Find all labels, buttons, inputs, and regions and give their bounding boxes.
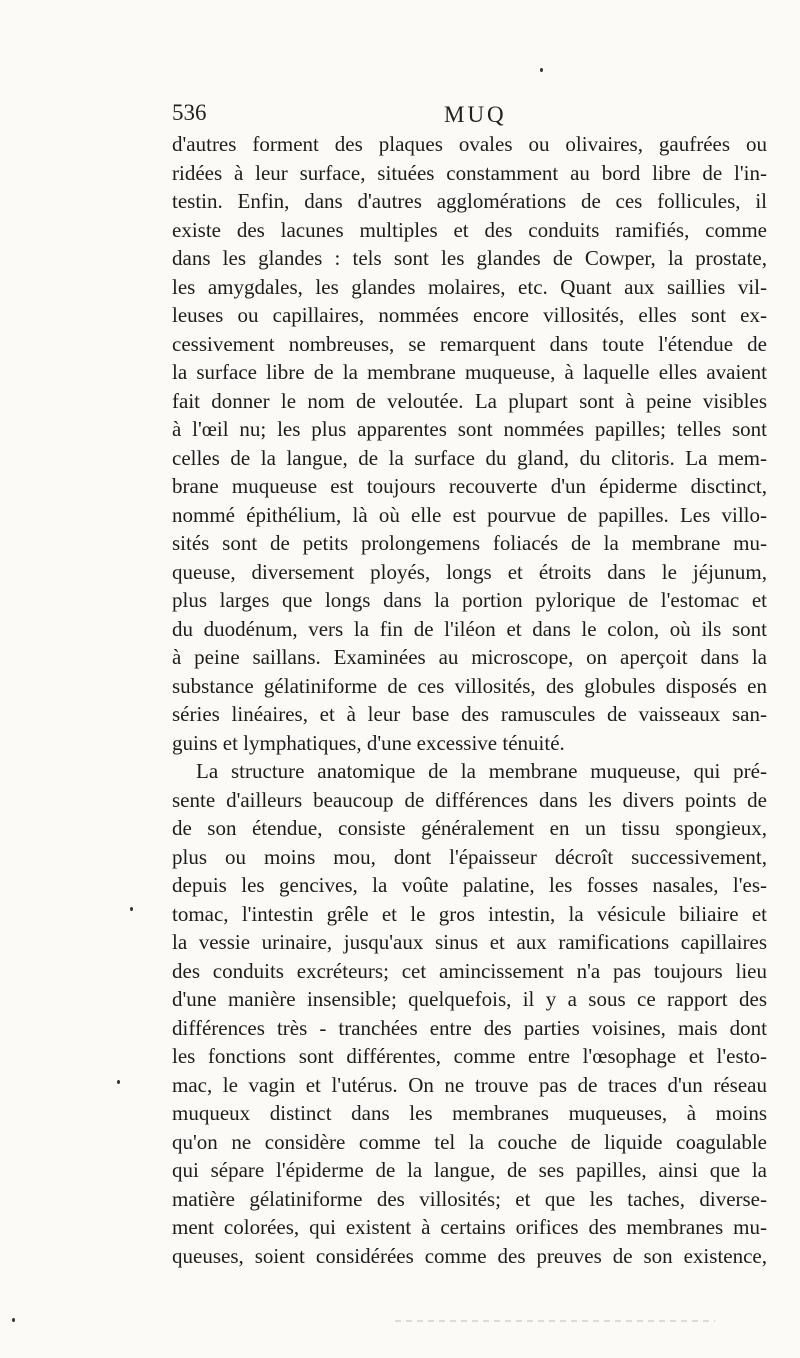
ink-speck [117, 1080, 120, 1084]
page-number: 536 [172, 100, 207, 125]
bleed-through-smudge [395, 1320, 715, 1322]
text-line: ment colorées, qui existent à certains orifices des membranes mu- [172, 1215, 767, 1239]
text-line: guins et lymphatiques, d'une excessive ténuité. [172, 730, 565, 755]
ink-speck [130, 907, 133, 911]
text-line: mac, le vagin et l'utérus. On ne trouve pas de traces d'un réseau [172, 1072, 767, 1097]
text-line: de son étendue, consiste généralement en un tissu spongieux, [172, 816, 767, 840]
text-line: La structure anatomique de la membrane muqueuse, qui pré- [196, 759, 767, 783]
text-line: cessivement nombreuses, se remarquent dans toute l'étendue de [172, 331, 767, 356]
text-line: plus larges que longs dans la portion pylorique de l'estomac et [172, 588, 767, 612]
text-line: séries linéaires, et à leur base des ramuscules de vaisseaux san- [172, 702, 767, 726]
text-line: queuses, soient considérées comme des preuves de son existence, [172, 1243, 767, 1268]
text-line: d'une manière insensible; quelquefois, il y a sous ce rapport des [172, 987, 767, 1011]
text-line: queuse, diversement ployés, longs et étroits dans le jéjunum, [172, 559, 767, 584]
text-line: sente d'ailleurs beaucoup de différences dans les divers points de [172, 787, 767, 812]
text-line: les fonctions sont différentes, comme entre l'œsophage et l'esto- [172, 1044, 767, 1068]
text-line: la vessie urinaire, jusqu'aux sinus et aux ramifications capillaires [172, 930, 767, 954]
text-line: existe des lacunes multiples et des conduits ramifiés, comme [172, 217, 767, 242]
text-line: des conduits excréteurs; cet amincissement n'a pas toujours lieu [172, 958, 767, 983]
body-text [172, 130, 767, 1270]
text-line: depuis les gencives, la voûte palatine, les fosses nasales, l'es- [172, 873, 767, 897]
text-line: ridées à leur surface, situées constamment au bord libre de l'in- [172, 160, 767, 185]
ink-speck [12, 1318, 15, 1322]
text-line: différences très - tranchées entre des parties voisines, mais dont [172, 1015, 767, 1040]
text-line: fait donner le nom de veloutée. La plupart sont à peine visibles [172, 388, 767, 413]
running-head: MUQ [444, 102, 507, 127]
ink-speck [540, 68, 543, 72]
text-line: leuses ou capillaires, nommées encore villosités, elles sont ex- [172, 303, 767, 327]
text-line: la surface libre de la membrane muqueuse, à laquelle elles avaient [172, 360, 767, 384]
text-line: testin. Enfin, dans d'autres agglomérations de ces follicules, il [172, 189, 767, 213]
text-line: tomac, l'intestin grêle et le gros intestin, la vésicule biliaire et [172, 901, 767, 926]
text-line: sités sont de petits prolongemens foliacés de la membrane mu- [172, 531, 767, 555]
text-line: plus ou moins mou, dont l'épaisseur décroît successivement, [172, 844, 767, 869]
text-line: celles de la langue, de la surface du gland, du clitoris. La mem- [172, 445, 767, 470]
paragraph-1 [172, 130, 767, 757]
text-line: d'autres forment des plaques ovales ou olivaires, gaufrées ou [172, 132, 767, 156]
text-line: muqueux distinct dans les membranes muqueuses, à moins [172, 1101, 767, 1125]
text-line: les amygdales, les glandes molaires, etc. Quant aux saillies vil- [172, 274, 767, 299]
paragraph-2 [172, 757, 767, 1270]
text-line: à l'œil nu; les plus apparentes sont nommées papilles; telles sont [172, 417, 767, 441]
text-line: du duodénum, vers la fin de l'iléon et dans le colon, où ils sont [172, 616, 767, 641]
text-line: à peine saillans. Examinées au microscope, on aperçoit dans la [172, 645, 767, 669]
text-line: nommé épithélium, là où elle est pourvue de papilles. Les villo- [172, 502, 767, 527]
text-line: brane muqueuse est toujours recouverte d'un épiderme disctinct, [172, 474, 767, 498]
text-line: qu'on ne considère comme tel la couche de liquide coagulable [172, 1129, 767, 1154]
text-line: matière gélatiniforme des villosités; et que les taches, diverse- [172, 1186, 767, 1211]
page-header [172, 100, 772, 132]
text-line: qui sépare l'épiderme de la langue, de ses papilles, ainsi que la [172, 1158, 767, 1182]
text-line: substance gélatiniforme de ces villosités, des globules disposés en [172, 673, 767, 698]
text-line: dans les glandes : tels sont les glandes de Cowper, la prostate, [172, 246, 767, 270]
